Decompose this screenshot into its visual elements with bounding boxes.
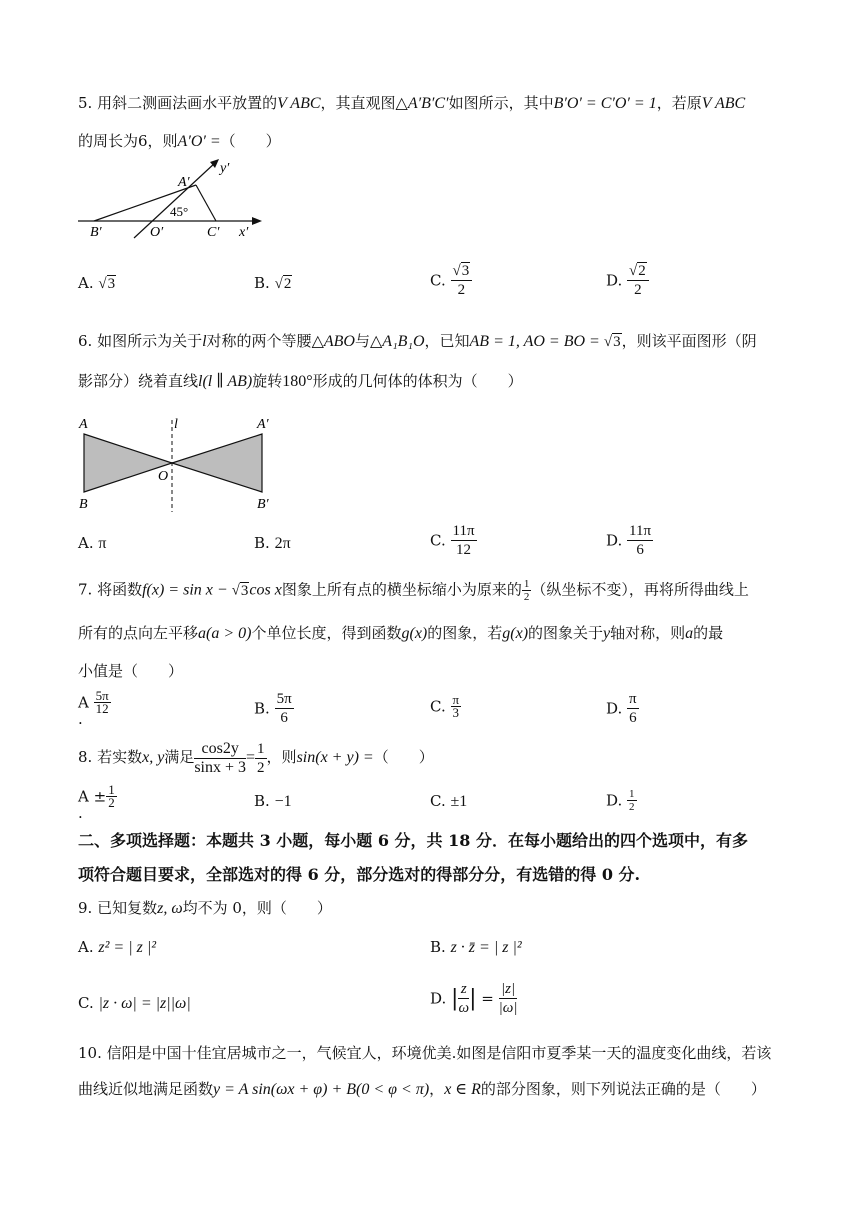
q7-option-c[interactable]: C. $\frac{\pi}{3}$ — [430, 692, 460, 720]
point-o: O — [158, 469, 169, 484]
q8-option-a-dot: . — [78, 804, 83, 822]
q5-ask: A′O′ = — [177, 133, 221, 150]
q9-option-d[interactable]: D. | $\frac{z}{\omega}$ | = $\frac{|z|}{|\omega|}$ — [430, 981, 518, 1016]
q6-option-c[interactable]: C. $\frac{11\pi}{12}$ — [430, 523, 475, 558]
y-label: y′ — [220, 161, 230, 176]
point-o: O′ — [150, 225, 164, 240]
triangle-abc: V ABC — [277, 95, 321, 112]
q5-figure — [76, 158, 266, 240]
q8-option-d[interactable]: D. $\frac{1}{2}$ — [606, 788, 635, 813]
x-axis-arrow-icon — [252, 217, 262, 225]
point-a: A′ — [178, 175, 190, 190]
q9-option-c[interactable]: C. |z · ω| = |z||ω| — [78, 994, 191, 1012]
q6-option-d[interactable]: D. $\frac{11\pi}{6}$ — [606, 523, 652, 558]
q5-option-c[interactable]: C. $\frac{√3}{2}$ — [430, 262, 472, 299]
q10-line2: 曲线近似地满足函数y = A sin(ωx + φ) + B(0 < φ < π)，x ∈ R的部分图象，则下列说法正确的是（ ） — [78, 1080, 766, 1098]
point-a-prime: A′ — [257, 417, 269, 432]
q5-option-d[interactable]: D. $\frac{√2}{2}$ — [606, 262, 649, 299]
point-b: B — [79, 497, 88, 512]
section-heading-line1: 二、多项选择题：本题共 3 小题，每小题 6 分，共 18 分．在每小题给出的四个选项中，有多 — [78, 831, 748, 850]
point-b: B′ — [90, 225, 102, 240]
q9-option-a[interactable]: A. z² = | z |² — [78, 938, 157, 956]
section-heading-line2: 项符合题目要求，全部选对的得 6 分，部分选对的得部分分，有选错的得 0 分. — [78, 865, 641, 884]
segment-ac — [196, 185, 216, 221]
q5-option-a[interactable]: A. √3 — [78, 274, 116, 292]
q5-line2: 的周长为6，则A′O′ =（ ） — [78, 132, 281, 150]
point-a: A — [79, 417, 88, 432]
triangle-a1b1o — [172, 434, 262, 492]
label-l: l — [174, 417, 178, 432]
triangle-prime: △A′B′C′ — [395, 95, 449, 112]
q7-option-a[interactable]: A $\frac{5\pi}{12}$ — [78, 688, 109, 716]
q7-option-d[interactable]: D. $\frac{\pi}{6}$ — [606, 691, 637, 726]
point-c: C′ — [207, 225, 220, 240]
q7-option-a-dot: . — [78, 710, 83, 728]
q6-line1: 6. 如图所示为关于l对称的两个等腰△ABO与△A₁B₁O，已知AB = 1, AO = BO = √3，则该平面图形（阴 — [78, 332, 757, 350]
given-equation: B′O′ = C′O′ = 1 — [553, 95, 657, 112]
q10-line1: 10. 信阳是中国十佳宜居城市之一，气候宜人，环境优美.如图是信阳市夏季某一天的温度变化曲线，若该 — [78, 1044, 772, 1062]
q9-option-b[interactable]: B. z · z̄ = | z |² — [430, 938, 522, 956]
q8-option-c[interactable]: C. ±1 — [430, 792, 468, 810]
q7-line3: 小值是（ ） — [78, 662, 184, 680]
q5-line1: 5. 用斜二测画法画水平放置的V ABC，其直观图△A′B′C′如图所示，其中B′O′ = C′O′ = 1，若原V ABC — [78, 94, 746, 112]
q8-line1: 8. 若实数x, y满足 $\frac{\cos 2y}{\sin x + 3}$ = $\frac{1}{2}$ ，则sin(x + y) =（ ） — [78, 739, 434, 776]
angle-label: 45° — [170, 204, 189, 219]
q8-option-b[interactable]: B. −1 — [254, 792, 292, 810]
q9-line1: 9. 已知复数z, ω均不为 0，则（ ） — [78, 899, 332, 917]
q8-option-a[interactable]: A ± $\frac{1}{2}$ — [78, 782, 115, 810]
q5-option-b[interactable]: B. √2 — [254, 274, 292, 292]
q6-figure — [74, 412, 274, 514]
q7-option-b[interactable]: B. $\frac{5\pi}{6}$ — [254, 691, 292, 726]
q6-line2: 影部分）绕着直线l(l ∥ AB)旋转180°形成的几何体的体积为（ ） — [78, 372, 523, 390]
q7-line2: 所有的点向左平移a(a > 0)个单位长度，得到函数g(x)的图象，若g(x)的图象关于y轴对称，则a的最 — [78, 624, 724, 642]
x-label: x′ — [239, 225, 249, 240]
point-b-prime: B′ — [257, 497, 269, 512]
q7-line1: 7. 将函数f(x) = sin x − √3cos x图象上所有点的横坐标缩小为原来的 $\frac{1}{2}$ （纵坐标不变），再将所得曲线上 — [78, 578, 749, 603]
q6-option-a[interactable]: A. π — [78, 534, 107, 552]
q6-option-b[interactable]: B. 2π — [254, 534, 291, 552]
